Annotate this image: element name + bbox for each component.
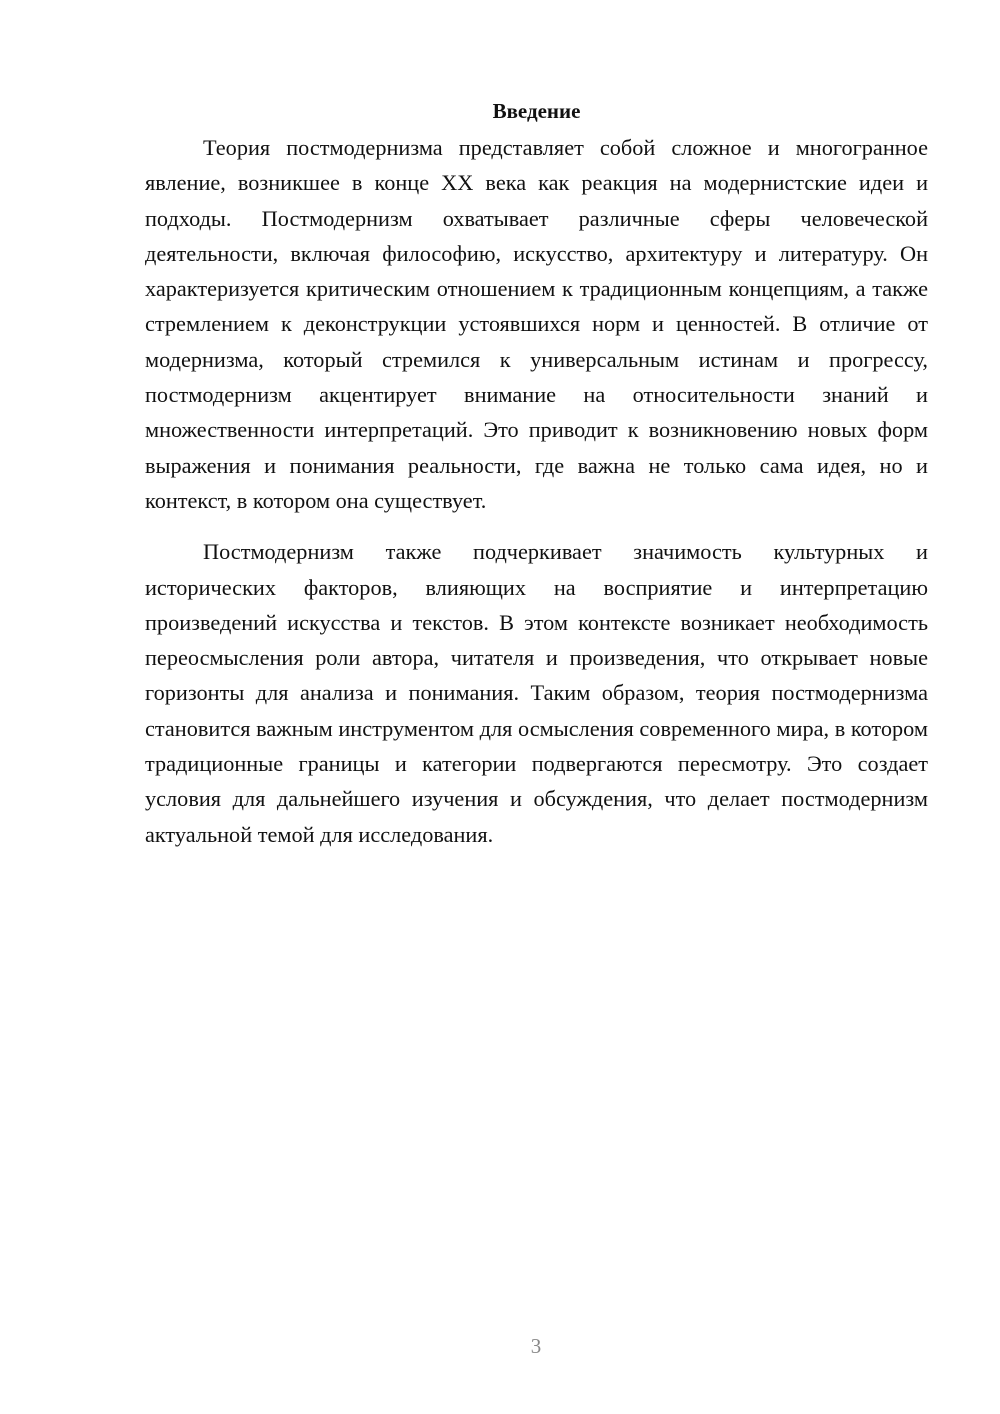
page-number: 3	[530, 1334, 542, 1358]
paragraph-1: Теория постмодернизма представляет собой сложное и многогранное явление, возникшее в конце XX века как реакция на модернистские идеи и подходы. Постмодернизм охватывает различные сферы человеческой деятельности, включая философию, искусство, архитектуру и литературу. Он характеризуется критическим отношением к традиционным концепциям, а также стремлением к деконструкции устоявшихся норм и ценностей. В отличие от модернизма, который стремился к универсальным истинам и прогрессу, постмодернизм акцентирует внимание на относительности знаний и множественности интерпретаций. Это приводит к возникновению новых форм выражения и понимания реальности, где важна не только сама идея, но и контекст, в котором она существует.	[145, 135, 928, 513]
paragraph-2: Постмодернизм также подчеркивает значимость культурных и исторических факторов, влияющих на восприятие и интерпретацию произведений искусства и текстов. В этом контексте возникает необходимость переосмысления роли автора, читателя и произведения, что открывает новые горизонты для анализа и понимания. Таким образом, теория постмодернизма становится важным инструментом для осмысления современного мира, в котором традиционные границы и категории подвергаются пересмотру. Это создает условия для дальнейшего изучения и обсуждения, что делает постмодернизм актуальной темой для исследования.	[145, 539, 928, 847]
section-heading: Введение	[492, 99, 581, 123]
page-content	[145, 96, 928, 852]
